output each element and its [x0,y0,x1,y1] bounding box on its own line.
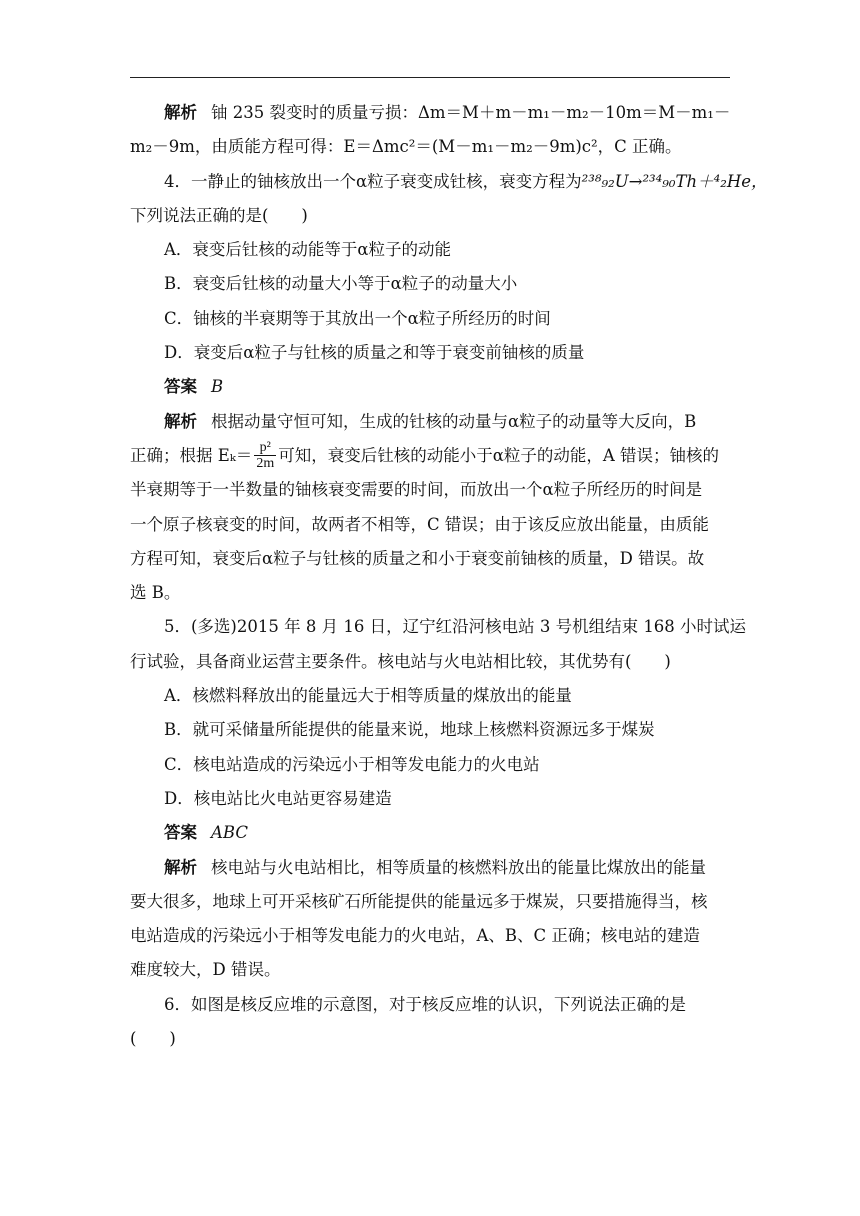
q6-stem-line-1: 6．如图是核反应堆的示意图，对于核反应堆的认识，下列说法正确的是 [164,994,686,1014]
q5-option-c: C．核电站造成的污染远小于相等发电能力的火电站 [164,754,540,774]
q4-explanation-line-2: 正确；根据 Eₖ＝ $\frac{\text{p²}}{2m}$ 可知，衰变后钍核的动能小于α粒子的动能，A 错误；铀核的 [130,440,720,472]
explanation-label: 解析 [164,103,197,122]
q4-explanation-line-4: 一个原子核衰变的时间，故两者不相等，C 错误；由于该反应放出能量，由质能 [130,514,709,534]
q4-explanation-line-1: 解析 根据动量守恒可知，生成的钍核的动量与α粒子的动量等大反向，B [164,411,697,431]
q5-explanation-line-3: 电站造成的污染远小于相等发电能力的火电站，A、B、C 正确；核电站的建造 [130,926,700,946]
answer-value: B [211,377,224,397]
q6-stem-line-2: ( ) [130,1029,176,1049]
answer-label: 答案 [164,823,197,843]
fraction-denominator: 2m [256,456,275,472]
header-rule [130,77,730,78]
q4-option-d: D．衰变后α粒子与钍核的质量之和等于衰变前铀核的质量 [164,343,585,363]
q3-explanation-line-1: 解析 铀 235 裂变时的质量亏损：Δm＝M＋m－m₁－m₂－10m＝M－m₁－ [164,103,731,122]
q5-answer [130,816,730,850]
q4-option-c: C．铀核的半衰期等于其放出一个α粒子所经历的时间 [164,308,551,328]
q4-option-b: B．衰变后钍核的动量大小等于α粒子的动量大小 [164,274,518,294]
answer-label: 答案 [164,377,197,397]
q4-explanation-line-3: 半衰期等于一半数量的铀核衰变需要的时间，而放出一个α粒子所经历的时间是 [130,480,703,500]
q5-stem-line-2: 行试验，具备商业运营主要条件。核电站与火电站相比较，其优势有( ) [130,651,671,671]
q3-explanation-line-2: m₂－9m，由质能方程可得：E＝Δmc²＝(M－m₁－m₂－9m)c²，C 正确。 [130,137,682,157]
q5-option-a: A．核燃料释放出的能量远大于相等质量的煤放出的能量 [164,686,572,706]
q5-explanation-line-4: 难度较大，D 错误。 [130,960,281,980]
fraction-numerator: p² [254,441,276,456]
decay-equation: ²³⁸₉₂U→²³⁴₉₀Th＋⁴₂He， [581,171,768,191]
q5-explanation-line-1: 解析 核电站与火电站相比，相等质量的核燃料放出的能量比煤放出的能量 [164,857,706,877]
q4-stem-line-2: 下列说法正确的是( ) [130,205,308,225]
kinetic-energy-fraction [254,441,276,471]
q5-option-b: B．就可采储量所能提供的能量来说，地球上核燃料资源远多于煤炭 [164,720,655,740]
q4-answer [130,370,730,404]
document-body [130,96,768,1056]
q5-stem-line-1: 5．(多选)2015 年 8 月 16 日，辽宁红沿河核电站 3 号机组结束 168 小时试运 [164,617,747,637]
q4-stem-line-1: 4．一静止的铀核放出一个α粒子衰变成钍核，衰变方程为²³⁸₉₂U→²³⁴₉₀Th＋⁴₂He， [164,171,768,191]
q5-explanation-line-2: 要大很多，地球上可开采核矿石所能提供的能量远多于煤炭，只要措施得当，核 [130,891,708,911]
q4-option-a: A．衰变后钍核的动能等于α粒子的动能 [164,240,452,260]
answer-value: ABC [211,823,248,843]
explanation-label: 解析 [164,857,197,877]
explanation-label: 解析 [164,411,197,431]
q4-explanation-line-5: 方程可知，衰变后α粒子与钍核的质量之和小于衰变前铀核的质量，D 错误。故 [130,548,705,568]
q5-option-d: D．核电站比火电站更容易建造 [164,788,392,808]
q4-explanation-line-6: 选 B。 [130,583,181,603]
